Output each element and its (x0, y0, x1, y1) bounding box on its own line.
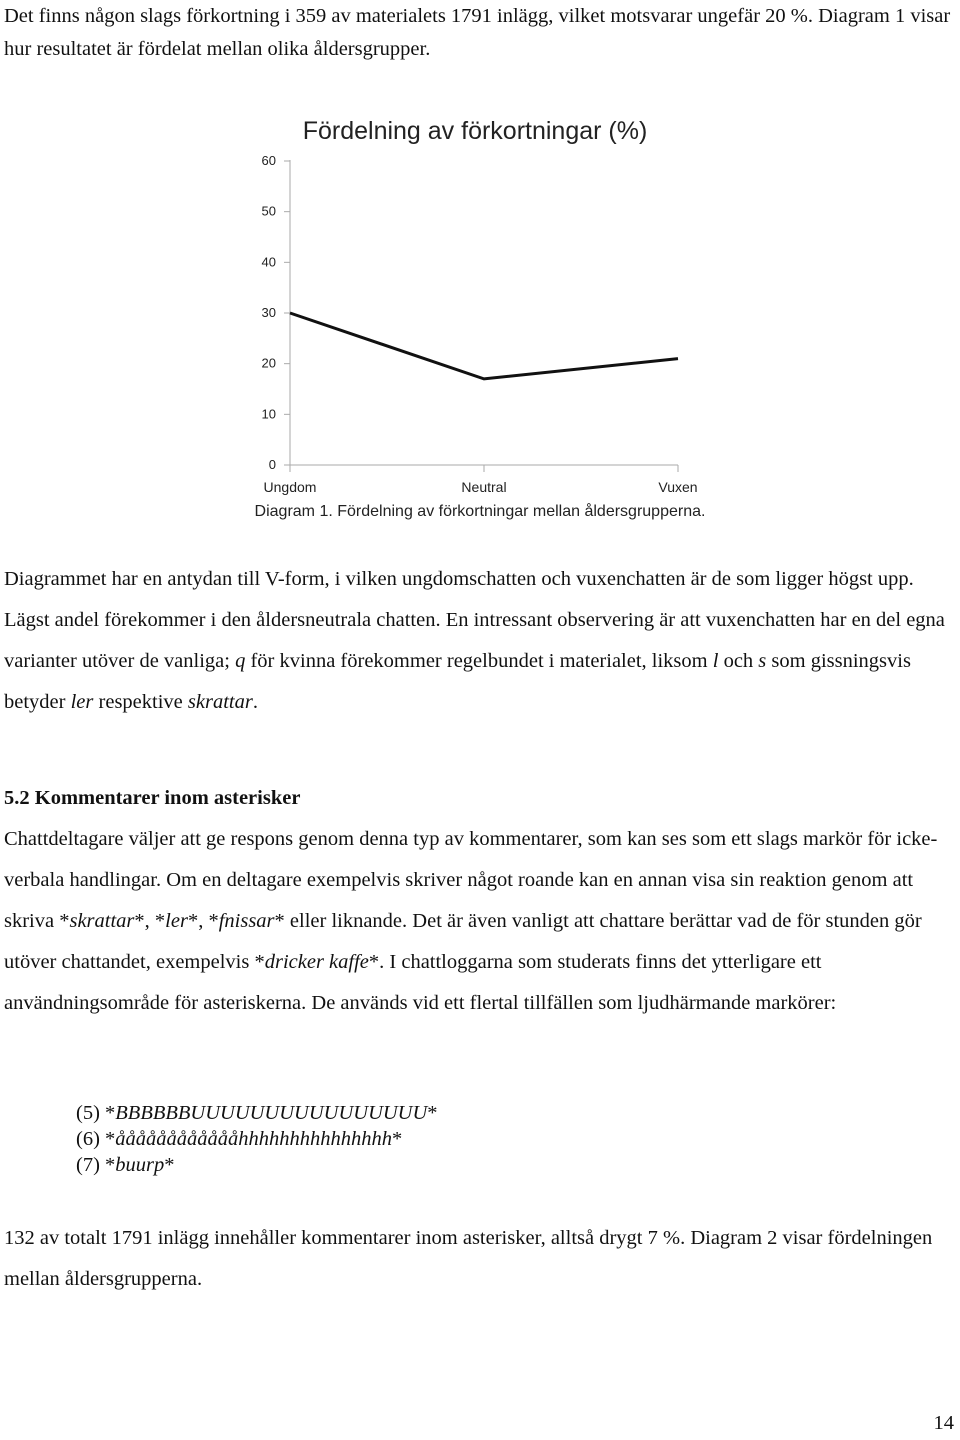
text-run: och (718, 650, 759, 672)
y-tick-label: 10 (261, 406, 276, 422)
italic-term: ler (165, 910, 188, 932)
closing-paragraph: 132 av totalt 1791 inlägg innehåller kommentarer inom asterisker, alltså drygt 7 %. Diagram 2 visar fördelningen mellan åldersgrupperna. (4, 1227, 933, 1290)
chart-1 (0, 100, 960, 550)
italic-term: q (235, 650, 246, 672)
x-category-label: Vuxen (658, 479, 698, 495)
italic-term: l (712, 650, 719, 672)
text-run: som gissningsvis betyder (4, 650, 911, 713)
x-ticks (264, 465, 698, 495)
text-run: *, * (187, 910, 219, 932)
italic-term: skrattar (69, 910, 135, 932)
italic-term: fnissar (218, 910, 275, 932)
y-ticks (262, 153, 290, 472)
italic-term: dricker kaffe (264, 951, 369, 973)
text-run: *. I chattloggarna som studerats finns det ytterligare ett användningsområde för asteriskerna. De används vid ett flertal tillfällen som ljudhärmande markörer: (4, 951, 837, 1014)
y-tick-label: 50 (261, 203, 276, 219)
y-tick-label: 0 (268, 457, 276, 472)
text-run: Chattdeltagare väljer att ge respons genom denna typ av kommentarer, som kan ses som ett slags markör för icke-verbala handlingar. Om en deltagare exempelvis skriver något roande kan en annan visa sin reaktion genom att skriva * (4, 828, 938, 932)
text-run: * eller liknande. Det är även vanligt att chattare berättar vad de för stunden gör utöver chattandet, exempelvis * (4, 910, 922, 973)
section-paragraph (4, 819, 956, 1024)
italic-term: ler (70, 691, 94, 713)
y-tick-label: 30 (261, 305, 276, 320)
line-chart (0, 100, 960, 500)
example-item: (6) *ååååååååååååhhhhhhhhhhhhhhh* (76, 1128, 403, 1150)
x-category-label: Neutral (461, 479, 507, 495)
y-tick-label: 40 (261, 254, 276, 270)
chart-caption: Diagram 1. Fördelning av förkortningar mellan åldersgrupperna. (254, 503, 706, 520)
text-run: *, * (134, 910, 166, 932)
text-run: Diagrammet har en antydan till V-form, i vilken ungdomschatten och vuxenchatten är de som ligger högst upp. Lägst andel förekommer i den åldersneutrala chatten. En intressant observering är att vuxenchatten har en del egna varianter utöver de vanliga; (4, 568, 945, 672)
analysis-paragraph (4, 559, 956, 723)
italic-term: skrattar (187, 691, 253, 713)
x-category-label: Ungdom (263, 479, 317, 495)
y-tick-label: 60 (261, 153, 276, 168)
intro-paragraph: Det finns någon slags förkortning i 359 av materialets 1791 inlägg, vilket motsvarar ungefär 20 %. Diagram 1 visar hur resultatet är fördelat mellan olika åldersgrupper. (4, 5, 951, 60)
example-item: (7) *buurp* (76, 1154, 175, 1176)
text-run: respektive (93, 691, 188, 713)
series-line (290, 313, 678, 379)
page-number: 14 (933, 1412, 954, 1434)
text-run: för kvinna förekommer regelbundet i materialet, liksom (245, 650, 713, 672)
y-tick-label: 20 (261, 355, 276, 371)
chart-title: Fördelning av förkortningar (%) (302, 117, 648, 145)
example-item: (5) *BBBBBBUUUUUUUUUUUUUUUU* (76, 1102, 438, 1124)
italic-term: s (758, 650, 767, 672)
example-list (76, 1100, 438, 1178)
section-heading: 5.2 Kommentarer inom asterisker (4, 787, 301, 809)
text-run: . (252, 691, 258, 713)
